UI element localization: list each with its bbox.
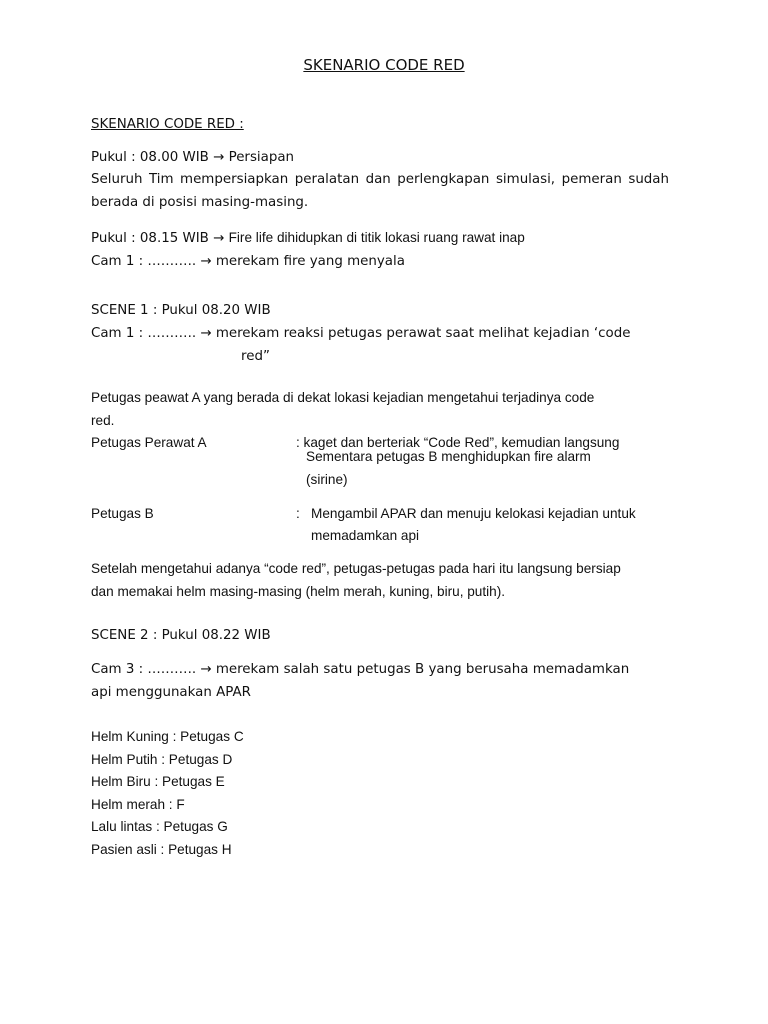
role-item: Helm merah : F <box>91 797 185 812</box>
perawat-a-label: Petugas Perawat A <box>91 435 207 450</box>
perawat-a-line2: Sementara petugas B menghidupkan fire alarm <box>306 449 591 464</box>
petugas-b-line2: memadamkan api <box>311 528 420 543</box>
scene1-cam-line1: Cam 1 : ……….. → merekam reaksi petugas perawat saat melihat kejadian ‘code <box>91 326 631 341</box>
petugas-b-line1: Mengambil APAR dan menuju kelokasi kejadian untuk <box>311 506 636 521</box>
fire-time <box>91 229 525 248</box>
scene1-heading: SCENE 1 : Pukul 08.20 WIB <box>91 303 271 318</box>
scene2-cam-line1: Cam 3 : ……….. → merekam salah satu petugas B yang berusaha memadamkan <box>91 662 630 677</box>
section-subtitle: SKENARIO CODE RED : <box>91 117 244 132</box>
petugas-b-colon: : <box>296 506 300 521</box>
prep-time: Pukul : 08.00 WIB → Persiapan <box>91 150 295 165</box>
scene1-para-line2: red. <box>91 413 115 428</box>
fire-time-label: Pukul : 08.15 WIB → <box>91 231 229 246</box>
prep-text-line2: berada di posisi masing-masing. <box>91 195 309 210</box>
role-item: Helm Biru : Petugas E <box>91 774 225 789</box>
scene1-para-line1: Petugas peawat A yang berada di dekat lokasi kejadian mengetahui terjadinya code <box>91 390 595 405</box>
scene1-cam-line2: red” <box>241 349 270 364</box>
after-text-line1: Setelah mengetahui adanya “code red”, petugas-petugas pada hari itu langsung bersiap <box>91 561 621 576</box>
prep-text-line1: Seluruh Tim mempersiapkan peralatan dan perlengkapan simulasi, pemeran sudah <box>91 172 669 187</box>
perawat-a-line3: (sirine) <box>306 472 348 487</box>
after-text-line2: dan memakai helm masing-masing (helm merah, kuning, biru, putih). <box>91 584 506 599</box>
role-item: Helm Putih : Petugas D <box>91 752 233 767</box>
perawat-a-line1: : kaget dan berteriak “Code Red”, kemudian langsung <box>296 435 620 450</box>
fire-time-text: Fire life dihidupkan di titik lokasi ruang rawat inap <box>228 230 525 245</box>
role-item: Pasien asli : Petugas H <box>91 842 232 857</box>
cam1-fire: Cam 1 : ……….. → merekam fire yang menyala <box>91 254 405 269</box>
role-item: Lalu lintas : Petugas G <box>91 819 228 834</box>
scene2-cam-line2: api menggunakan APAR <box>91 685 251 700</box>
role-item: Helm Kuning : Petugas C <box>91 729 244 744</box>
document-title: SKENARIO CODE RED <box>303 56 465 74</box>
scene2-heading: SCENE 2 : Pukul 08.22 WIB <box>91 628 271 643</box>
petugas-b-label: Petugas B <box>91 506 154 521</box>
